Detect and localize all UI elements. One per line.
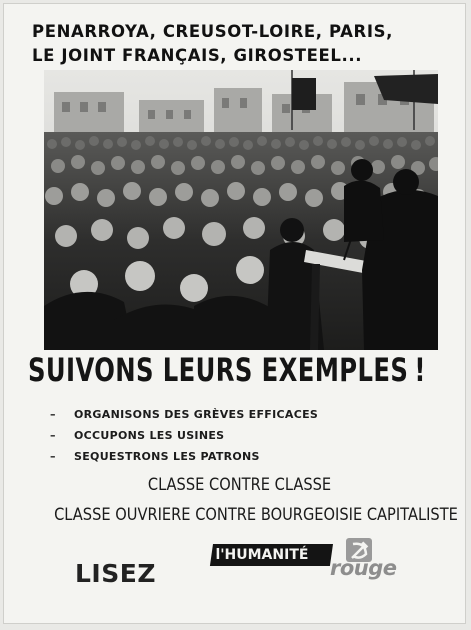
demand-text: OCCUPONS LES USINES: [74, 429, 225, 442]
headline-line-1: PENARROYA, CREUSOT-LOIRE, PARIS,: [32, 22, 393, 41]
headline-line-2: LE JOINT FRANÇAIS, GIROSTEEL...: [32, 46, 363, 65]
demand-item: [50, 446, 318, 467]
demand-text: SEQUESTRONS LES PATRONS: [74, 450, 260, 463]
demand-item: [50, 425, 318, 446]
rouge-text: rouge: [330, 556, 397, 580]
demand-dash: –: [50, 429, 56, 442]
lisez-text: LISEZ: [75, 559, 156, 588]
demand-dash: –: [50, 408, 56, 421]
slogan-exclamation: !: [414, 351, 426, 389]
crowd-photo: [44, 70, 438, 350]
demands-list: [50, 404, 318, 467]
humanite-logo: [210, 544, 333, 566]
slogan: [28, 351, 426, 389]
demand-item: [50, 404, 318, 425]
classe-contre-classe: CLASSE CONTRE CLASSE: [147, 475, 332, 495]
humanite-text: l'HUMANITÉ: [215, 547, 309, 563]
headline: [32, 20, 462, 68]
demand-text: ORGANISONS DES GRÈVES EFFICACES: [74, 408, 319, 421]
classe-ouvriere-line: CLASSE OUVRIERE CONTRE BOURGEOISIE CAPITALISTE: [54, 505, 458, 525]
demand-dash: –: [50, 450, 56, 463]
slogan-text: SUIVONS LEURS EXEMPLES: [28, 351, 409, 389]
poster: [3, 3, 466, 624]
